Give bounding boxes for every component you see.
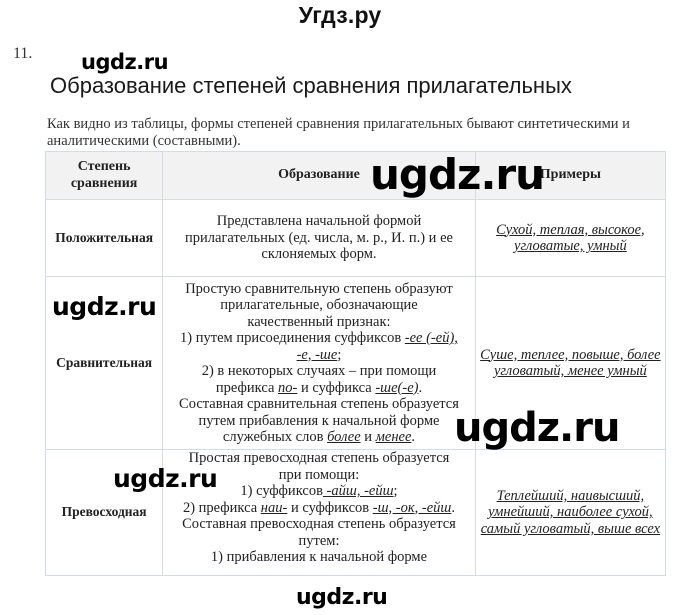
comparison-degrees-table (45, 151, 666, 576)
watermark: ugdz.ru (296, 585, 388, 610)
table-row-positive (46, 200, 666, 277)
punct: ; (337, 346, 342, 363)
text: и (360, 429, 376, 445)
formation-line: качественный признак: (247, 313, 391, 330)
formation-line: Простая превосходная степень образуется (188, 450, 450, 466)
formation-line (167, 429, 471, 446)
formation-cell (163, 277, 476, 450)
formation-line (167, 380, 471, 397)
formation-line: путем прибавления к начальной форме (198, 412, 440, 429)
watermark: ugdz.ru (370, 150, 545, 199)
examples-cell: Теплейший, наивысший, умнейший, наиболее сухой, самый угловатый, выше всех (475, 450, 665, 576)
formation-line: Простую сравнительную степень образуют (185, 280, 453, 297)
formation-line: путем: (298, 532, 340, 549)
suffix: -ше(-е) (375, 379, 419, 396)
watermark: ugdz.ru (113, 464, 218, 493)
formation-line: при помощи: (278, 466, 360, 483)
header-examples: Примеры (475, 152, 665, 200)
table-header-row (46, 152, 666, 200)
punct: . (411, 429, 416, 445)
aux-word: более (327, 429, 361, 445)
degree-cell: Сравнительная (46, 277, 163, 450)
punct: . (451, 499, 456, 516)
prefix: по- (278, 379, 298, 396)
text: служебных слов (222, 429, 328, 445)
page-heading: Образование степеней сравнения прилагательных (50, 73, 572, 98)
punct: ; (393, 483, 398, 499)
text: и суффиксов (287, 499, 373, 516)
suffix: -ее (-ей), (404, 330, 458, 346)
formation-line: прилагательные, обозначающие (220, 297, 418, 313)
text: 1) путем присоединения суффиксов (180, 330, 405, 346)
intro-paragraph: Как видно из таблицы, формы степеней сравнения прилагательных бывают синтетическими и аналитическими (составными). (47, 116, 630, 149)
examples-cell: Сухой, теплая, высокое, угловатые, умный (475, 200, 665, 277)
header-degree: Степень сравнения (46, 152, 163, 200)
suffix: -айш, -ейш (322, 483, 394, 499)
suffix: -ш, -ок, -ейш (372, 499, 452, 516)
watermark: ugdz.ru (454, 405, 620, 451)
formation-line: 1) прибавления к начальной форме (210, 549, 428, 565)
formation-line: 2) в некоторых случаях – при помощи (201, 363, 437, 379)
watermark: ugdz.ru (52, 292, 157, 321)
formation-cell (163, 200, 476, 277)
header-formation: Образование (163, 152, 476, 200)
formation-line: Представлена начальной формой (216, 213, 422, 230)
degree-cell: Положительная (46, 200, 163, 277)
text: и суффикса (297, 379, 376, 396)
formation-line (167, 347, 471, 364)
task-number: 11. (13, 45, 33, 62)
formation-line: склоняемых форм. (261, 246, 377, 263)
formation-line: Составная сравнительная степень образуется (179, 396, 459, 412)
text: 2) префикса (182, 499, 261, 516)
aux-word: менее (375, 429, 412, 445)
prefix: наи- (260, 499, 288, 516)
formation-line (167, 330, 471, 347)
text: 1) суффиксов (240, 483, 323, 499)
formation-line: прилагательных (ед. числа, м. р., И. п.) и ее (185, 229, 453, 246)
suffix: -е, -ше (296, 346, 338, 363)
formation-line: Составная превосходная степень образуется (182, 516, 456, 532)
examples-cell: Суше, теплее, повыше, более угловатый, менее умный (475, 277, 665, 450)
site-title: Угдз.ру (298, 2, 382, 28)
watermark: ugdz.ru (81, 50, 169, 74)
degree-cell: Превосходная (46, 450, 163, 576)
formation-line (167, 500, 471, 517)
punct: . (418, 379, 423, 396)
text: префикса (215, 379, 279, 396)
